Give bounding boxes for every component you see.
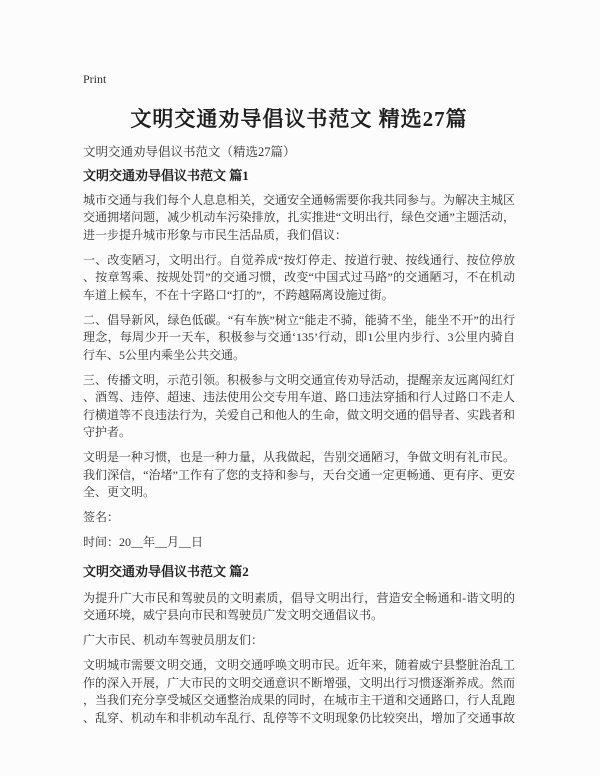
section-1-paragraph-item-1: 一、改变陋习，文明出行。自觉养成“按灯停走、按道行驶、按线通行、按位停放、按章驾乘、按规处罚”的交通习惯，改变“中国式过马路”的交通陋习，不在机动车道上候车，不在十字路口“打的”，不跨越隔离设施过街。	[83, 252, 515, 302]
section-1-date-line: 时间：20__年__月__日	[83, 535, 204, 549]
document-content	[83, 70, 515, 735]
section-1-paragraph-item-2: 二、倡导新风，绿色低碳。“有车族”树立“能走不骑，能骑不坐，能坐不开”的出行理念，每周少开一天车，积极参与交通‘135’行动，即1公里内步行、3公里内骑自行车、5公里内乘坐公共交通。	[83, 312, 515, 362]
section-1-paragraph-item-3: 三、传播文明，示范引领。积极参与文明交通宣传劝导活动，提醒亲友远离闯红灯、酒驾、违停、超速、违法使用公交专用车道、路口违法穿插和行人过路口不走人行横道等不良违法行为，关爱自己和他人的生命，做文明交通的倡导者、实践者和守护者。	[83, 372, 516, 439]
section-1-paragraph-closing: 文明是一种习惯，也是一种力量，从我做起，告别交通陋习，争做文明有礼市民。我们深信，“治堵”工作有了您的支持和参与，天台交通一定更畅通、更有序、更安全、更文明。	[83, 450, 516, 499]
section-2-heading: 文明交通劝导倡议书范文 篇2	[83, 563, 249, 579]
section-2-paragraph-intro: 为提升广大市民和驾驶员的文明素质，倡导文明出行，营造安全畅通和-谐文明的交通环境，威宁县向市民和驾驶员广发文明交通倡议书。	[83, 590, 515, 622]
page-subtitle: 文明交通劝导倡议书范文（精选27篇）	[83, 145, 296, 159]
print-link[interactable]: Print	[83, 72, 107, 86]
section-1-signature-line: 签名：	[83, 510, 120, 524]
section-1-heading: 文明交通劝导倡议书范文 篇1	[83, 168, 249, 183]
section-2-paragraph-salutation: 广大市民、机动车驾驶员朋友们：	[83, 633, 264, 647]
section-2-paragraph-body: 文明城市需要文明交通，文明交通呼唤文明市民。近年来，随着威宁县整脏治乱工作的深入开展，广大市民的文明交通意识不断增强，文明出行习惯逐渐养成。然而，当我们充分享受城区交通整治成果的同时，在城市主干道和交通路口，行人乱跑、乱穿、机动车和非机动车乱行、乱停等不文明现象仍比较突出，增加了交通事故	[83, 658, 516, 725]
page-title: 文明交通劝导倡议书范文 精选27篇	[130, 107, 468, 131]
section-1-paragraph-intro: 城市交通与我们每个人息息相关，交通安全通畅需要你我共同参与。为解决主城区交通拥堵问题，减少机动车污染排放，扎实推进“文明出行，绿色交通”主题活动，进一步提升城市形象与市民生活品质，我们倡议：	[83, 192, 516, 242]
